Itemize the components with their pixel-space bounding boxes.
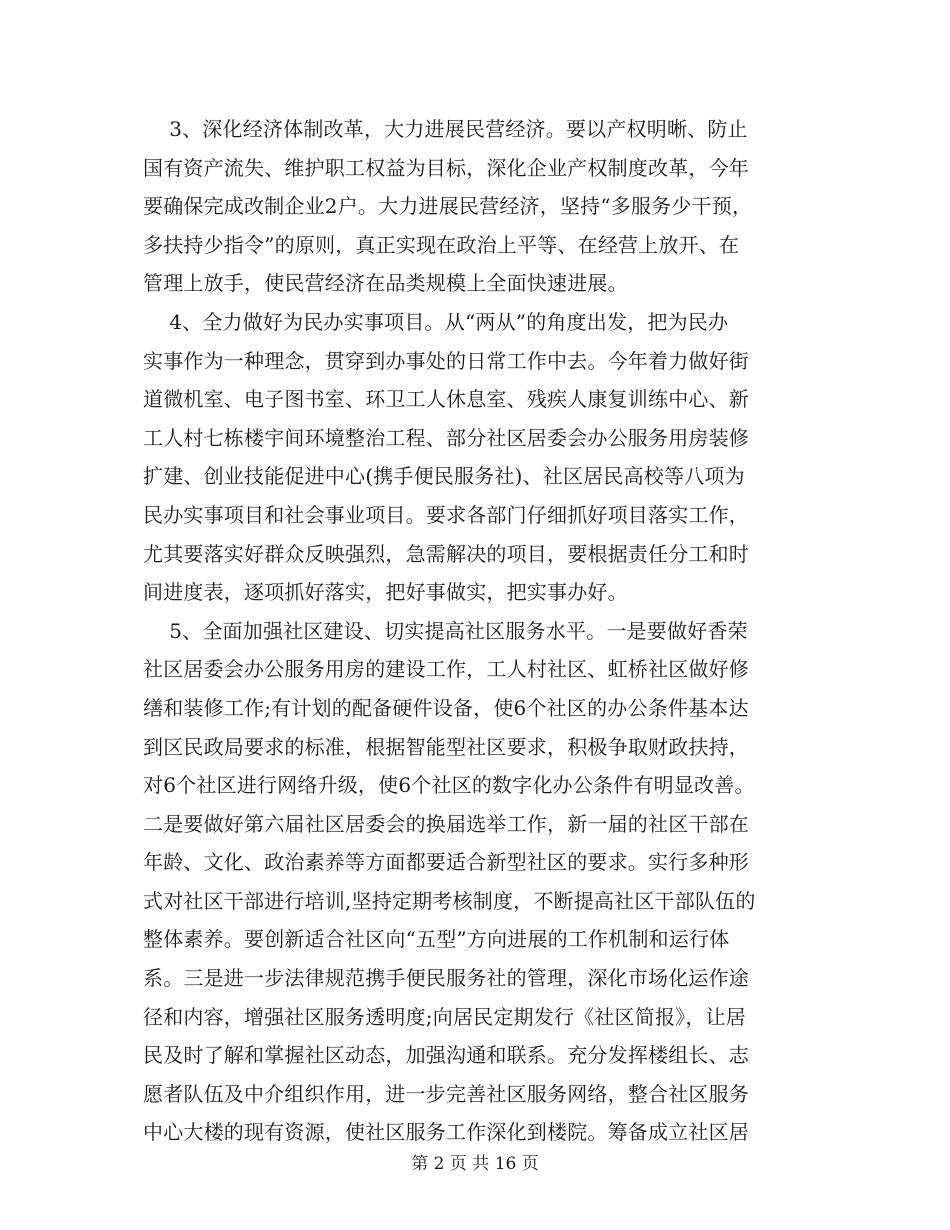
text-line: 愿者队伍及中介组织作用，进一步完善社区服务网络，整合社区服务 bbox=[143, 1081, 749, 1106]
text-line: 对6个社区进行网络升级，使6个社区的数字化办公条件有明显改善。 bbox=[143, 773, 755, 798]
text-line: 社区居委会办公服务用房的建设工作，工人村社区、虹桥社区做好修 bbox=[143, 657, 749, 682]
text-line: 民办实事项目和社会事业项目。要求各部门仔细抓好项目落实工作， bbox=[143, 502, 749, 527]
text-line: 国有资产流失、维护职工权益为目标，深化企业产权制度改革，今年 bbox=[143, 155, 749, 180]
text-line: 民及时了解和掌握社区动态，加强沟通和联系。充分发挥楼组长、志 bbox=[143, 1043, 749, 1068]
text-line: 实事作为一种理念，贯穿到办事处的日常工作中去。今年着力做好街 bbox=[143, 348, 749, 373]
text-line: 4、全力做好为民办实事项目。从“两从”的角度出发，把为民办 bbox=[143, 309, 729, 334]
text-line: 中心大楼的现有资源，使社区服务工作深化到楼院。筹备成立社区居 bbox=[143, 1120, 749, 1145]
text-line: 道微机室、电子图书室、环卫工人休息室、残疾人康复训练中心、新 bbox=[143, 387, 749, 412]
text-line: 缮和装修工作;有计划的配备硬件设备，使6个社区的办公条件基本达 bbox=[143, 695, 749, 720]
text-line: 尤其要落实好群众反映强烈，急需解决的项目，要根据责任分工和时 bbox=[143, 541, 749, 566]
text-line: 系。三是进一步法律规范携手便民服务社的管理，深化市场化运作途 bbox=[143, 966, 749, 991]
page-number-footer: 第 2 页 共 16 页 bbox=[411, 1154, 539, 1174]
text-line: 二是要做好第六届社区居委会的换届选举工作，新一届的社区干部在 bbox=[143, 811, 749, 836]
body-text bbox=[143, 110, 803, 1152]
text-line: 年龄、文化、政治素养等方面都要适合新型社区的要求。实行多种形 bbox=[143, 850, 749, 875]
text-line: 工人村七栋楼宇间环境整治工程、部分社区居委会办公服务用房装修 bbox=[143, 425, 749, 450]
text-line: 管理上放手，使民营经济在品类规模上全面快速进展。 bbox=[143, 271, 628, 296]
text-line: 间进度表，逐项抓好落实，把好事做实，把实事办好。 bbox=[143, 580, 628, 605]
text-line: 到区民政局要求的标准，根据智能型社区要求，积极争取财政扶持， bbox=[143, 734, 749, 759]
text-line: 整体素养。要创新适合社区向“五型”方向进展的工作机制和运行体 bbox=[143, 927, 730, 952]
text-line: 扩建、创业技能促进中心(携手便民服务社)、社区居民高校等八项为 bbox=[143, 464, 745, 489]
text-line: 式对社区干部进行培训,坚持定期考核制度，不断提高社区干部队伍的 bbox=[143, 888, 756, 913]
text-line: 径和内容，增强社区服务透明度;向居民定期发行《社区简报》，让居 bbox=[143, 1004, 746, 1029]
text-line: 要确保完成改制企业2户。大力进展民营经济，坚持“多服务少干预， bbox=[143, 194, 753, 219]
text-line: 3、深化经济体制改革，大力进展民营经济。要以产权明晰、防止 bbox=[143, 117, 748, 141]
text-line: 5、全面加强社区建设、切实提高社区服务水平。一是要做好香荣 bbox=[143, 618, 748, 643]
text-line: 多扶持少指令”的原则，真正实现在政治上平等、在经营上放开、在 bbox=[143, 232, 740, 257]
